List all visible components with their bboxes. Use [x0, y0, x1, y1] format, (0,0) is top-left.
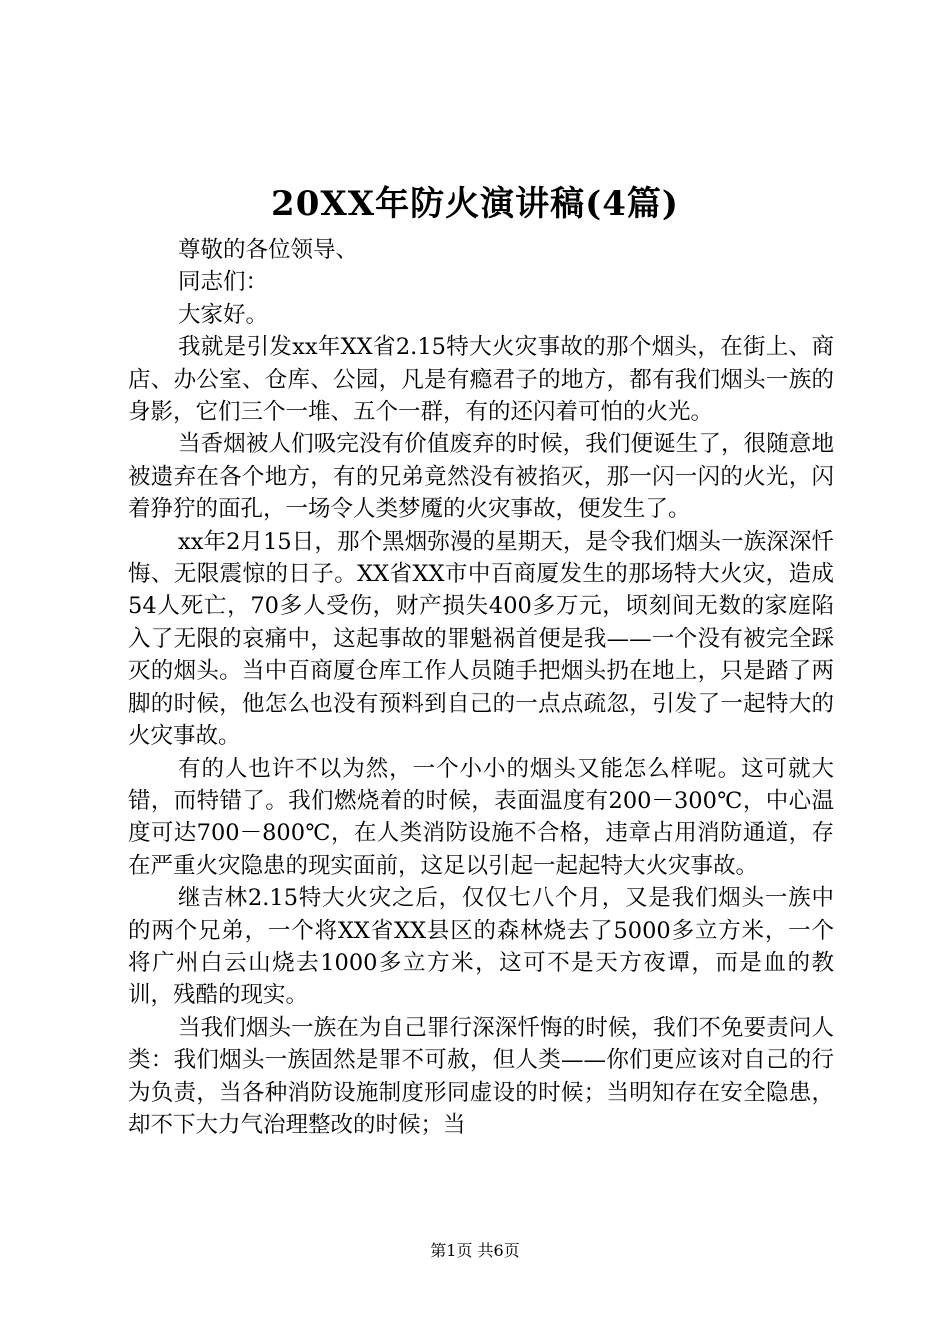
body-paragraph: xx年2月15日，那个黑烟弥漫的星期天，是令我们烟头一族深深忏悔、无限震惊的日子。XX省XX市中百商厦发生的那场特大火灾，造成54人死亡，70多人受伤，财产损失400多万元，顷刻间无数的家庭陷入了无限的哀痛中，这起事故的罪魁祸首便是我——一个没有被完全踩灭的烟头。当中百商厦仓库工作人员随手把烟头扔在地上，只是踏了两脚的时候，他怎么也没有预料到自己的一点点疏忽，引发了一起特大的火灾事故。 [128, 528, 834, 750]
body-paragraph: 当香烟被人们吸完没有价值废弃的时候，我们便诞生了，很随意地被遗弃在各个地方，有的兄弟竟然没有被掐灭，那一闪一闪的火光，闪着狰狞的面孔，一场令人类梦魇的火灾事故，便发生了。 [128, 431, 834, 523]
document-title: 20XX年防火演讲稿(4篇) [271, 184, 679, 224]
body-paragraph: 当我们烟头一族在为自己罪行深深忏悔的时候，我们不免要责问人类：我们烟头一族固然是罪不可赦，但人类——你们更应该对自己的行为负责，当各种消防设施制度形同虚设的时候；当明知存在安全隐患，却不下大力气治理整改的时候；当 [128, 1014, 834, 1138]
body-paragraph: 我就是引发xx年XX省2.15特大火灾事故的那个烟头，在街上、商店、办公室、仓库、公园，凡是有瘾君子的地方，都有我们烟头一族的身影，它们三个一堆、五个一群，有的还闪着可怕的火光。 [128, 334, 834, 426]
salutation-line-2: 同志们： [178, 269, 269, 296]
document-body [128, 234, 834, 1141]
salutation-line-1: 尊敬的各位领导、 [178, 237, 359, 263]
greeting-line: 大家好。 [178, 301, 269, 328]
body-paragraph: 有的人也许不以为然，一个小小的烟头又能怎么样呢。这可就大错，而特错了。我们燃烧着的时候，表面温度有200－300℃，中心温度可达700－800℃，在人类消防设施不合格，违章占用消防通道，存在严重火灾隐患的现实面前，这足以引起一起起特大火灾事故。 [128, 755, 834, 879]
page-footer: 第1页 共6页 [430, 1241, 520, 1260]
body-paragraph: 继吉林2.15特大火灾之后，仅仅七八个月，又是我们烟头一族中的两个兄弟，一个将XX省XX县区的森林烧去了5000多立方米，一个将广州白云山烧去1000多立方米，这可不是天方夜谭，而是血的教训，残酷的现实。 [128, 885, 834, 1009]
